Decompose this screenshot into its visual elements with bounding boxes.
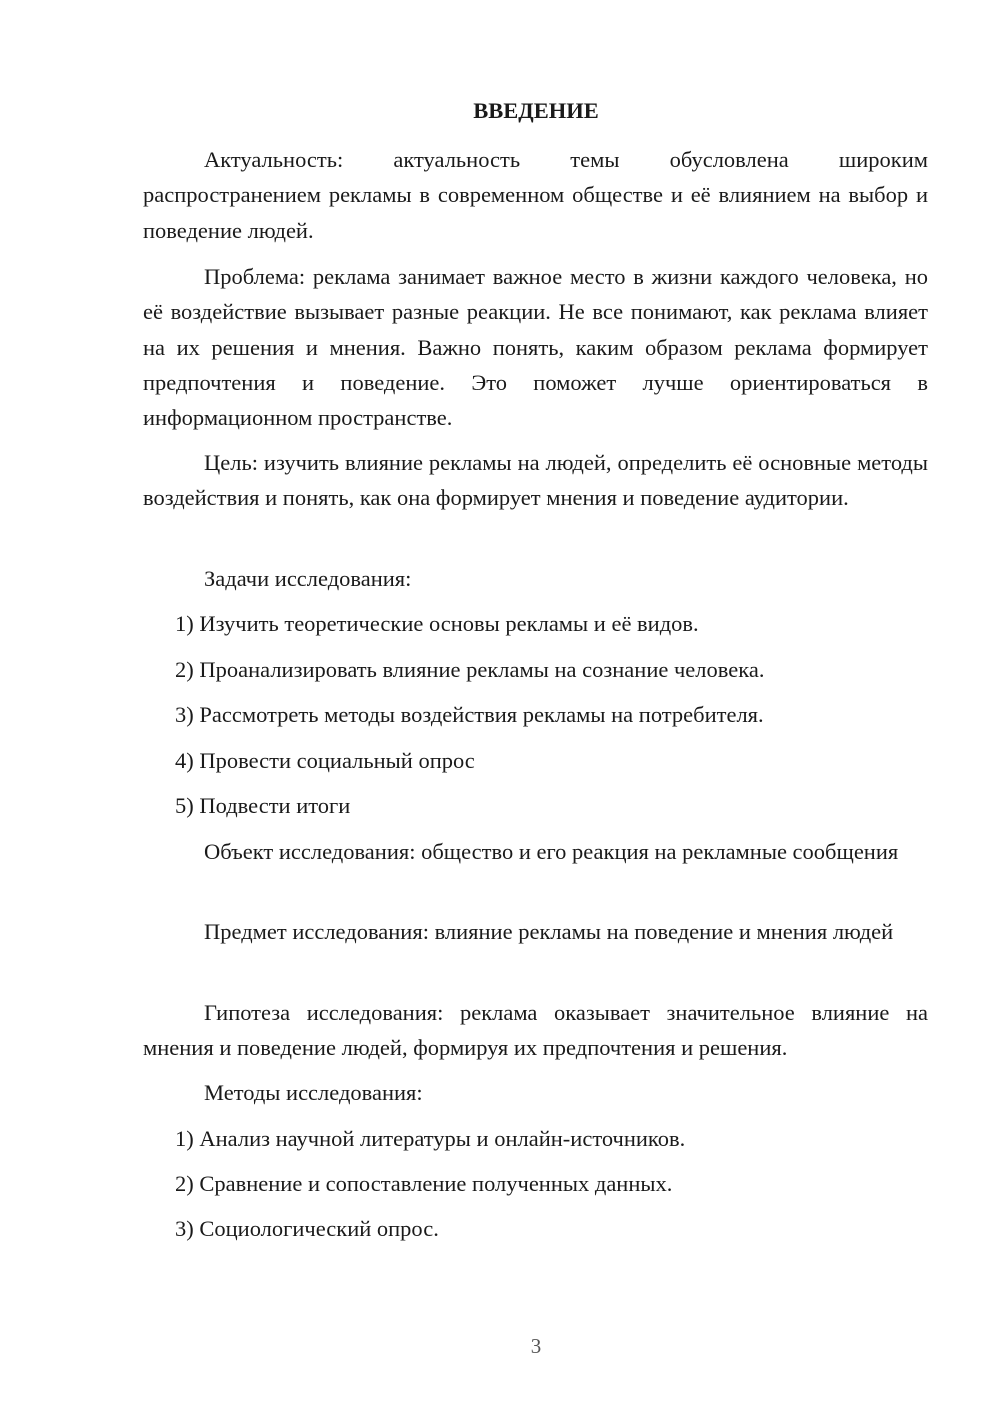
task-item-5: 5) Подвести итоги [175,793,351,818]
task-item-1: 1) Изучить теоретические основы рекламы и её видов. [175,611,699,636]
relevance-paragraph: Актуальность: актуальность темы обусловлена широким распространением рекламы в современном обществе и её влиянием на выбор и поведение людей. [143,147,928,243]
methods-heading: Методы исследования: [204,1080,423,1105]
tasks-heading: Задачи исследования: [204,566,412,591]
task-item-4: 4) Провести социальный опрос [175,748,475,773]
page-title: ВВЕДЕНИЕ [473,98,599,123]
subject-paragraph: Предмет исследования: влияние рекламы на поведение и мнения людей [204,919,894,944]
page-number: 3 [530,1334,542,1358]
task-item-2: 2) Проанализировать влияние рекламы на сознание человека. [175,657,765,682]
hypothesis-paragraph: Гипотеза исследования: реклама оказывает значительное влияние на мнения и поведение людей, формируя их предпочтения и решения. [143,1000,928,1061]
method-item-1: 1) Анализ научной литературы и онлайн-источников. [175,1126,686,1151]
method-item-2: 2) Сравнение и сопоставление полученных данных. [175,1171,673,1196]
goal-paragraph: Цель: изучить влияние рекламы на людей, определить её основные методы воздействия и понять, как она формирует мнения и поведение аудитории. [143,450,928,511]
object-paragraph: Объект исследования: общество и его реакция на рекламные сообщения [204,839,899,864]
method-item-3: 3) Социологический опрос. [175,1216,439,1241]
problem-paragraph: Проблема: реклама занимает важное место в жизни каждого человека, но её воздействие вызывает разные реакции. Не все понимают, как реклама влияет на их решения и мнения. Важно понять, каким образом реклама формирует предпочтения и поведение. Это поможет лучше ориентироваться в информационном пространстве. [143,264,928,431]
task-item-3: 3) Рассмотреть методы воздействия рекламы на потребителя. [175,702,764,727]
